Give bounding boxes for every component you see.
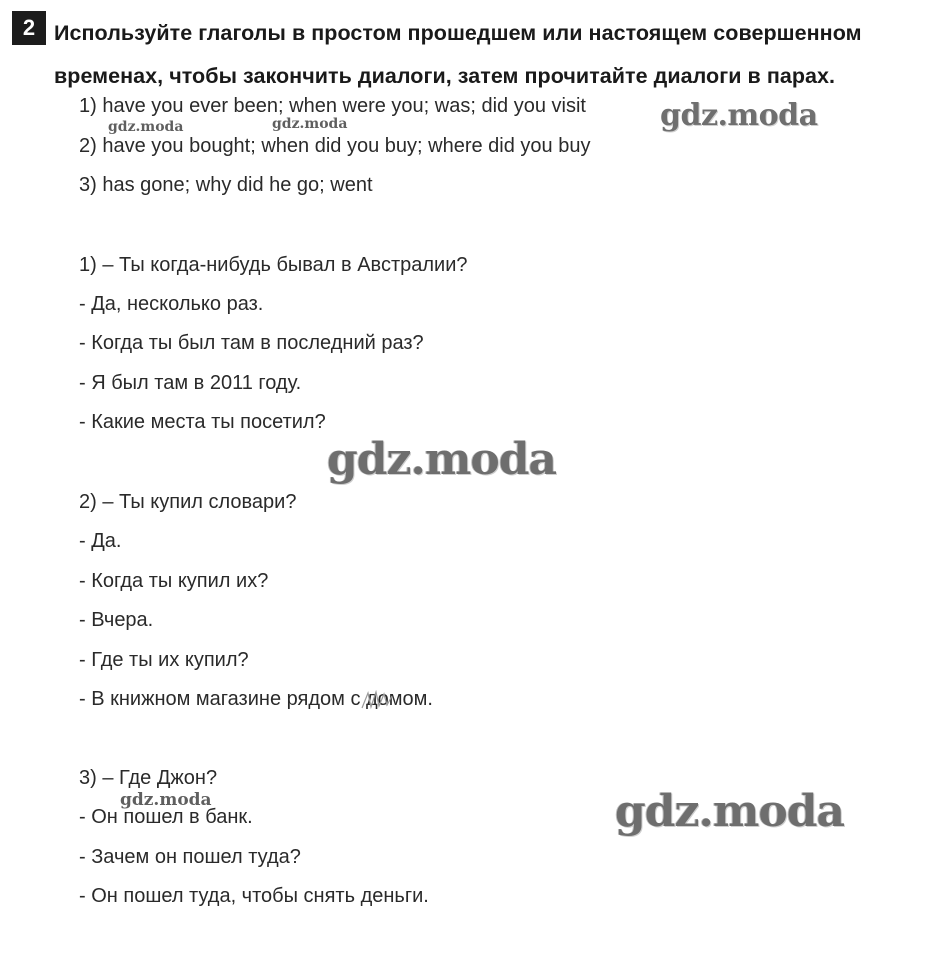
task-instructions: Используйте глаголы в простом прошедшем или настоящем совершенном временах, чтобы закончить диалоги, затем прочитайте диалоги в парах. xyxy=(54,21,862,88)
watermark-logo: gdz.moda xyxy=(120,790,212,810)
watermark-logo: gdz.moda xyxy=(660,98,818,133)
watermark-logo: gdz.moda xyxy=(108,119,184,135)
dialogue-1-line-4: - Я был там в 2011 году. xyxy=(79,372,302,394)
dialogue-3-line-3: - Зачем он пошел туда? xyxy=(79,846,301,868)
dialogue-1-line-2: - Да, несколько раз. xyxy=(79,293,264,315)
dialogue-2-line-2: - Да. xyxy=(79,530,122,552)
dialogue-1-line-3: - Когда ты был там в последний раз? xyxy=(79,332,424,354)
dialogue-1-line-5: - Какие места ты посетил? xyxy=(79,411,326,433)
watermark-logo: gdz.moda xyxy=(327,434,557,485)
dialogue-3-line-1: 3) – Где Джон? xyxy=(79,767,218,789)
dialogue-2-line-5: - Где ты их купил? xyxy=(79,649,249,671)
watermark-logo: gdz.moda xyxy=(615,786,845,837)
dialogue-1-line-1: 1) – Ты когда-нибудь бывал в Австралии? xyxy=(79,254,468,276)
dialogue-3-line-4: - Он пошел туда, чтобы снять деньги. xyxy=(79,885,429,907)
task-number-badge: 2 xyxy=(12,11,46,45)
answer-line-3: 3) has gone; why did he go; went xyxy=(79,174,373,196)
dialogue-2-line-6: - В книжном магазине рядом с домом. xyxy=(79,688,433,710)
dialogue-3-line-2: - Он пошел в банк. xyxy=(79,806,253,828)
dialogue-2-line-4: - Вчера. xyxy=(79,609,154,631)
answer-line-2: 2) have you bought; when did you buy; where did you buy xyxy=(79,135,591,157)
dialogue-2-line-1: 2) – Ты купил словари? xyxy=(79,491,297,513)
answer-line-1: 1) have you ever been; when were you; was; did you visit xyxy=(79,95,586,117)
pen-scribble-mark xyxy=(360,690,394,712)
watermark-logo: gdz.moda xyxy=(272,116,348,132)
dialogue-2-line-3: - Когда ты купил их? xyxy=(79,570,269,592)
